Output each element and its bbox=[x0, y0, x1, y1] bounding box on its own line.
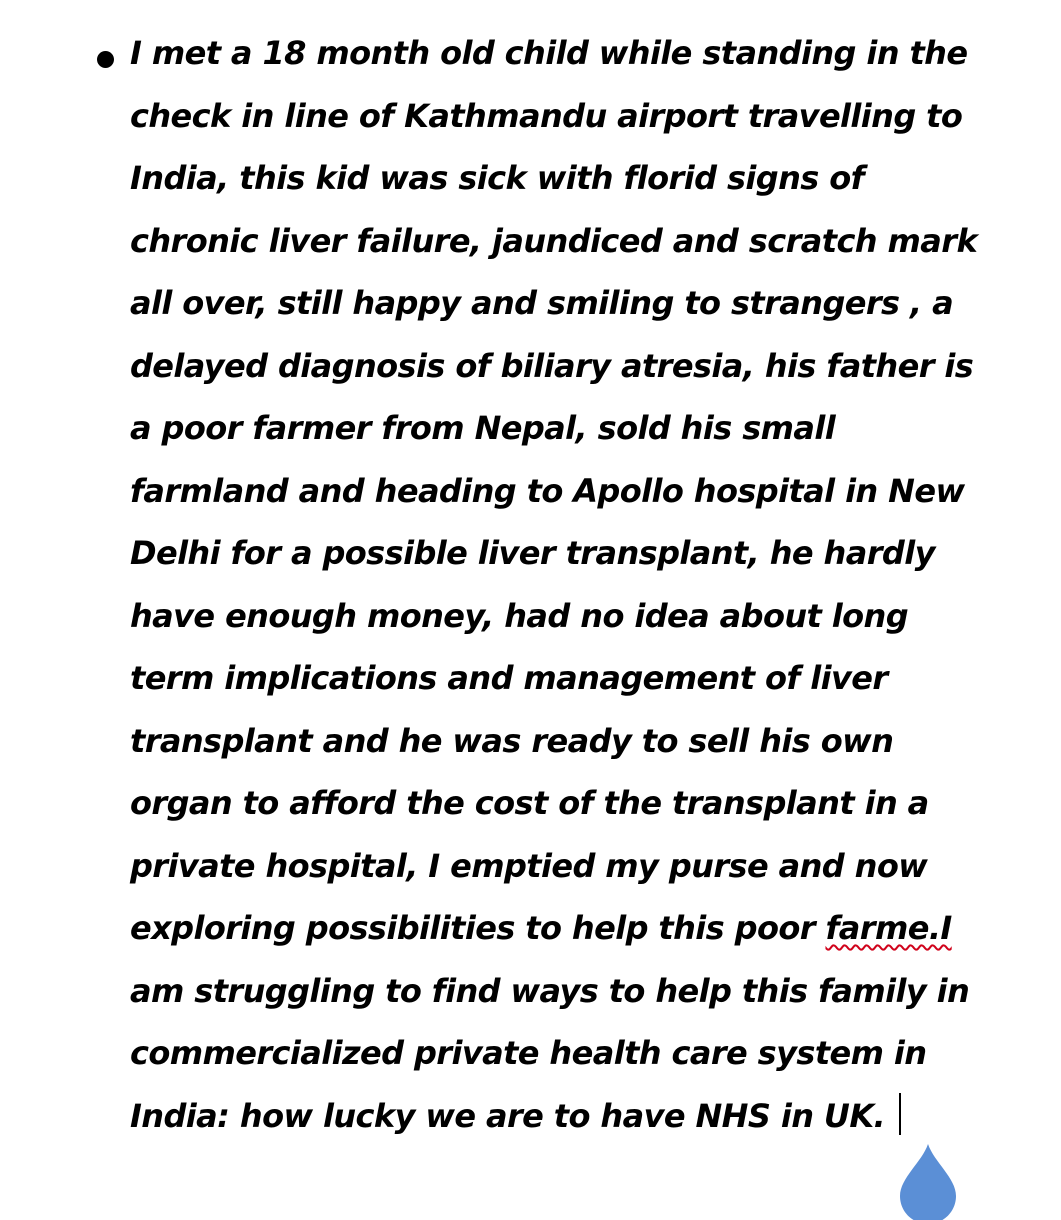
text-cursor-icon bbox=[899, 1093, 901, 1135]
text-line: have enough money, had no idea about long bbox=[130, 596, 909, 635]
text-line: transplant and he was ready to sell his own bbox=[130, 721, 894, 760]
text-line: term implications and management of liver bbox=[130, 659, 888, 697]
text-line: am struggling to find ways to help this family in bbox=[130, 971, 970, 1010]
text-line: private hospital, I emptied my purse and now bbox=[130, 846, 928, 885]
text-segment: India: how lucky we are to have NHS in UK. bbox=[130, 1096, 886, 1135]
text-line: India, this kid was sick with florid signs of bbox=[130, 159, 864, 197]
text-line: delayed diagnosis of biliary atresia, his father is bbox=[130, 346, 974, 385]
text-line-last bbox=[130, 1085, 1050, 1148]
text-line: farmland and heading to Apollo hospital in New bbox=[130, 471, 965, 510]
text-line: commercialized private health care system in bbox=[130, 1034, 927, 1072]
text-line: a poor farmer from Nepal, sold his small bbox=[130, 409, 836, 447]
text-line: organ to afford the cost of the transplant in a bbox=[130, 784, 929, 822]
text-line: check in line of Kathmandu airport travelling to bbox=[130, 96, 963, 135]
text-line: Delhi for a possible liver transplant, he hardly bbox=[130, 534, 935, 572]
selection-handle-icon[interactable] bbox=[888, 1140, 968, 1220]
misspelled-word[interactable]: farme.I bbox=[825, 909, 952, 947]
text-line-with-spellcheck bbox=[130, 897, 1050, 960]
text-line: chronic liver failure, jaundiced and scratch mark bbox=[130, 221, 978, 260]
text-segment: exploring possibilities to help this poor bbox=[130, 909, 826, 947]
text-line: I met a 18 month old child while standing in the bbox=[130, 34, 968, 72]
bullet-paragraph[interactable] bbox=[130, 22, 1050, 1147]
bullet-dot-icon bbox=[97, 51, 114, 68]
text-line: all over, still happy and smiling to strangers , a bbox=[130, 284, 954, 322]
